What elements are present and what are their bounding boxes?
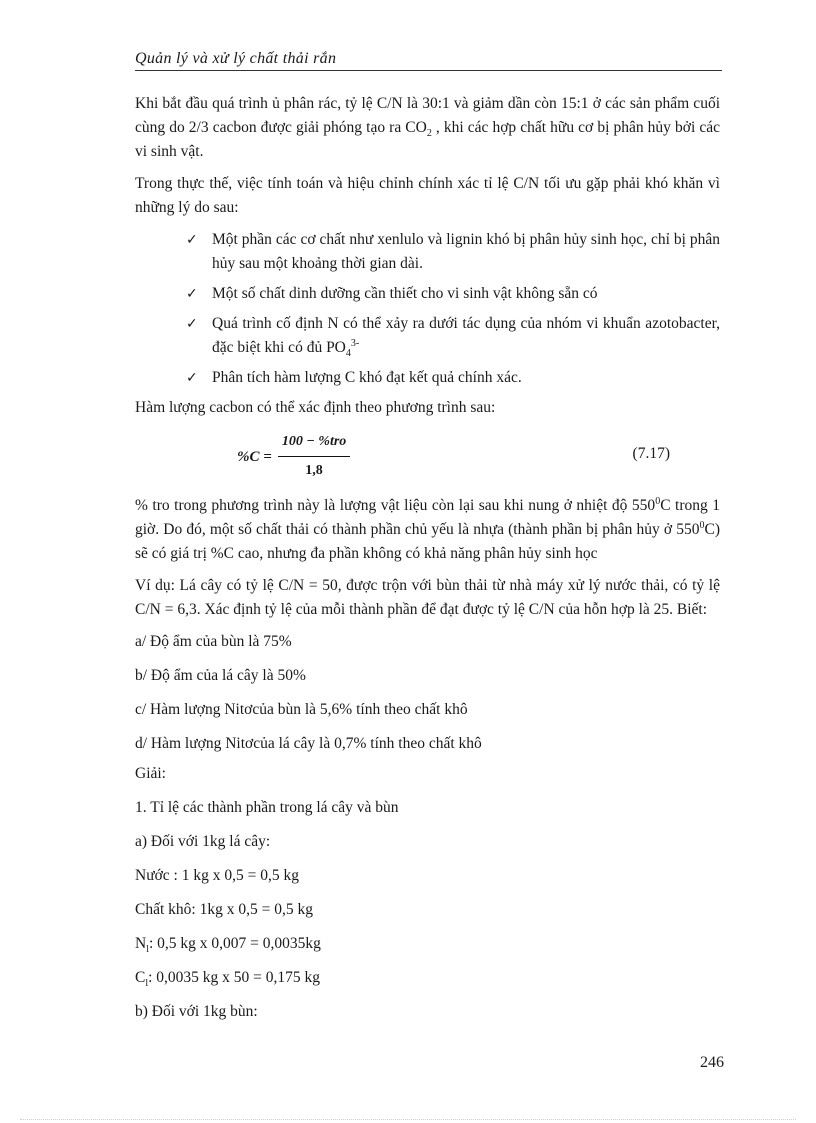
example-item-d: d/ Hàm lượng Nitơcủa lá cây là 0,7% tính theo chất khô bbox=[135, 735, 482, 752]
degree-superscript: 0 bbox=[655, 495, 661, 507]
paragraph-cn-ratio bbox=[135, 92, 720, 164]
list-item-text: Phân tích hàm lượng C khó đạt kết quả chính xác. bbox=[212, 369, 522, 386]
list-item-text: Một phần các cơ chất như xenlulo và lignin khó bị phân hủy sinh học, chỉ bị phân hủy sau một khoảng thời gian dài. bbox=[212, 231, 720, 272]
paragraph-ash bbox=[135, 494, 720, 566]
po4-subscript: 4 bbox=[345, 348, 351, 360]
paragraph-cn-ratio-end: , khi các hợp chất hữu cơ bị phân hủy bởi các vi sinh vật. bbox=[135, 119, 720, 160]
page-edge bbox=[20, 1119, 796, 1120]
paragraph-ash-part2: C trong 1 giờ. Do đó, một số chất thải có thành phần chủ yếu là nhựa (thành phần bị phân hủy ở 550 bbox=[135, 497, 720, 538]
solution-title: Giải: bbox=[135, 765, 166, 782]
checkmark-icon: ✓ bbox=[186, 316, 198, 332]
checkmark-icon: ✓ bbox=[186, 370, 198, 386]
degree-superscript: 0 bbox=[699, 519, 705, 531]
nitrogen-calc: : 0,5 kg x 0,007 = 0,0035kg bbox=[148, 935, 321, 952]
header-rule bbox=[135, 70, 722, 71]
formula-denominator: 1,8 bbox=[305, 463, 323, 478]
carbon-calc: : 0,0035 kg x 50 = 0,175 kg bbox=[148, 969, 321, 986]
formula bbox=[237, 430, 350, 483]
equation-7-17 bbox=[135, 428, 720, 486]
solution-step-sludge: b) Đối với 1kg bùn: bbox=[135, 1003, 258, 1020]
example-item-b: b/ Độ ẩm của lá cây là 50% bbox=[135, 667, 306, 684]
nitrogen-symbol: N bbox=[135, 935, 147, 952]
checkmark-icon: ✓ bbox=[186, 232, 198, 248]
example-item-a: a/ Độ ẩm của bùn là 75% bbox=[135, 633, 292, 650]
page-body bbox=[135, 92, 720, 1030]
list-item bbox=[186, 282, 720, 306]
po4-superscript: 3- bbox=[350, 337, 360, 349]
solution-nitrogen bbox=[135, 932, 720, 956]
formula-intro: Hàm lượng cacbon có thể xác định theo phương trình sau: bbox=[135, 399, 496, 416]
solution-step-leaves: a) Đối với 1kg lá cây: bbox=[135, 833, 271, 850]
paragraph-difficulties: Trong thực thế, việc tính toán và hiệu chỉnh chính xác tỉ lệ C/N tối ưu gặp phải khó khăn vì những lý do sau: bbox=[135, 175, 720, 216]
solution-water: Nước : 1 kg x 0,5 = 0,5 kg bbox=[135, 867, 299, 884]
equation-number: (7.17) bbox=[632, 445, 670, 462]
nitrogen-subscript: l bbox=[146, 944, 149, 956]
solution-carbon bbox=[135, 966, 720, 990]
running-header: Quản lý và xử lý chất thải rắn bbox=[135, 50, 337, 67]
list-item bbox=[186, 312, 720, 360]
list-item-text: Một số chất dinh dưỡng cần thiết cho vi sinh vật không sẵn có bbox=[212, 285, 598, 302]
list-item-text bbox=[212, 312, 720, 360]
formula-lhs: %C = bbox=[237, 448, 272, 465]
carbon-subscript: l bbox=[145, 978, 149, 990]
carbon-symbol: C bbox=[135, 969, 146, 986]
formula-numerator: 100 − %tro bbox=[278, 430, 350, 457]
page-number: 246 bbox=[700, 1054, 724, 1071]
list-item bbox=[186, 228, 720, 276]
formula-fraction bbox=[278, 430, 350, 483]
paragraph-cn-ratio-start: Khi bắt đầu quá trình ủ phân rác, tỷ lệ C/N là 30:1 và giảm dần còn 15:1 ở các sản phẩm cuối cùng do 2/3 cacbon được giải phóng tạo ra CO bbox=[135, 95, 720, 136]
paragraph-ash-part3: C) sẽ có giá trị %C cao, nhưng đa phần không có khả năng phân hủy sinh học bbox=[135, 521, 720, 562]
example-intro: Ví dụ: Lá cây có tỷ lệ C/N = 50, được trộn với bùn thải từ nhà máy xử lý nước thải, có tỷ lệ C/N = 6,3. Xác định tỷ lệ của mỗi thành phần để đạt được tỷ lệ C/N của hỗn hợp là 25. Biết: bbox=[135, 577, 720, 618]
solution-step-1: 1. Tỉ lệ các thành phần trong lá cây và bùn bbox=[135, 799, 399, 816]
checkmark-icon: ✓ bbox=[186, 286, 198, 302]
example-item-c: c/ Hàm lượng Nitơcủa bùn là 5,6% tính theo chất khô bbox=[135, 701, 468, 718]
list-item bbox=[186, 366, 720, 390]
list-item-text-main: Quá trình cố định N có thể xảy ra dưới tác dụng của nhóm vi khuẩn azotobacter, đặc biệt khi có đủ PO bbox=[212, 315, 720, 356]
paragraph-ash-part1: % tro trong phương trình này là lượng vật liệu còn lại sau khi nung ở nhiệt độ 550 bbox=[135, 497, 656, 514]
solution-dry-matter: Chất khô: 1kg x 0,5 = 0,5 kg bbox=[135, 901, 313, 918]
difficulty-list bbox=[135, 228, 720, 390]
co2-subscript: 2 bbox=[426, 128, 432, 140]
